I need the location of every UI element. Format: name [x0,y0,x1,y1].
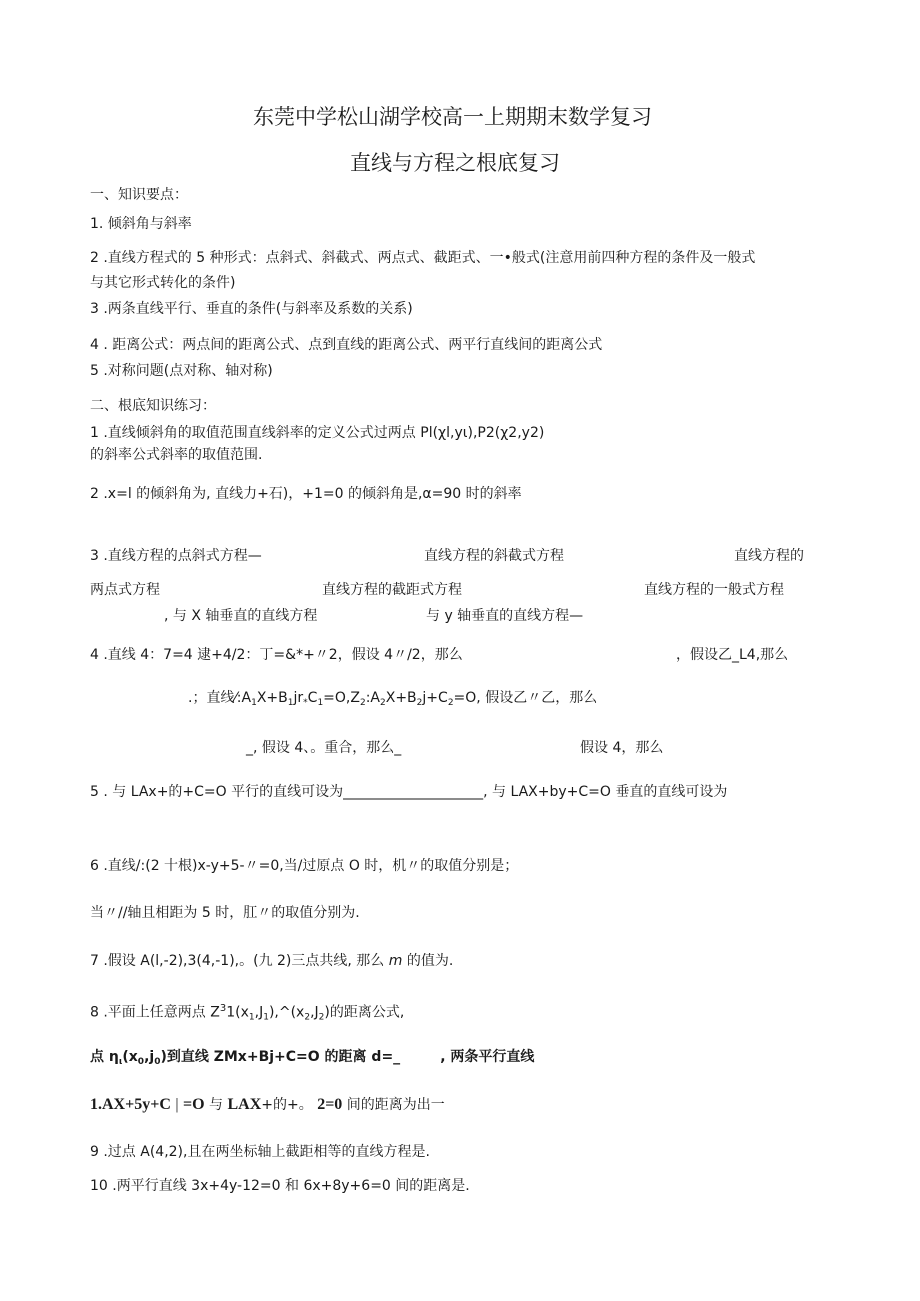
question-3-part-b: 直线方程的斜截式方程 [424,548,564,564]
question-3-part-d: 两点式方程 [90,582,160,598]
question-3-part-h: 与 y 轴垂直的直线方程— [426,608,584,624]
question-4-perpendicular: ，假设乙_L4,那么 [676,647,789,663]
question-8: 8 .平面上任意两点 $Z^31(x_1,J_1),\^{}(x_2,J_2)$的距离公式, [90,1003,405,1023]
section-heading-practice: 二、根底知识练习： [90,398,216,414]
question-5: 5 . 与 LAx+的+C=O 平行的直线可设为____________________, 与 LAX+by+C=O 垂直的直线可设为 [90,784,728,800]
page-subtitle: 直线与方程之根底复习 [350,151,560,175]
knowledge-item-4: 4 . 距离公式：两点间的距离公式、点到直线的距离公式、两平行直线间的距离公式 [90,337,603,353]
question-3-part-c: 直线方程的 [734,548,804,564]
section-heading-knowledge: 一、知识要点： [90,187,188,203]
question-8-point-line-distance: 点 $\eta_\iota(x_0,j_0)$到直线 ZMx+Bj+C=O 的距离 d=_ , 两条平行直线 [90,1049,535,1067]
knowledge-item-3: 3 .两条直线平行、垂直的条件(与斜率及系数的关系) [90,301,413,317]
knowledge-item-1: 1. 倾斜角与斜率 [90,216,192,232]
question-4-general-form: .；直线$⁄:A_1X+B_1jr_*C_1=O,Z_2:A_2X+B_2j+C_2=O$, 假设乙〃乙，那么 [188,690,598,708]
question-6-cont: 当〃//轴且相距为 5 时，肛〃的取值分别为. [90,905,360,921]
question-9: 9 .过点 A(4,2),且在两坐标轴上截距相等的直线方程是. [90,1144,430,1160]
question-10: 10 .两平行直线 3x+4y-12=0 和 6x+8y+6=0 间的距离是. [90,1178,470,1194]
question-4-coincide: _, 假设 4、。重合，那么_ [246,740,402,756]
question-3-part-e: 直线方程的截距式方程 [322,582,462,598]
question-7: 7 .假设 A(l,-2),3(4,-1),。(九 2)三点共线, 那么 m 的值为. [90,953,454,969]
question-4: 4 .直线 4：7=4 逮+4/2：丁=&*+〃2，假设 4〃/2，那么 [90,647,463,663]
question-2: 2 .x=l 的倾斜角为, 直线力+石)，+1=0 的倾斜角是,α=90 时的斜率 [90,486,522,502]
question-1: 1 .直线倾斜角的取值范围直线斜率的定义公式过两点 Pl(χl,yι),P2(χ2,y2) [90,425,545,441]
page-title: 东莞中学松山湖学校高一上期期末数学复习 [253,105,652,129]
knowledge-item-2: 2 .直线方程式的 5 种形式：点斜式、斜截式、两点式、截距式、一•般式(注意用前四种方程的条件及一般式 [90,250,756,266]
question-4-last: 假设 4，那么 [580,740,664,756]
question-3-part-a: 3 .直线方程的点斜式方程— [90,548,262,564]
question-8-parallel-lines: 1.AX+5y+C | =O 与 LAX+的+。 2=0 间的距离为出一 [90,1096,445,1113]
question-6: 6 .直线/:(2 十根)x-y+5-〃=0,当/过原点 O 时，机〃的取值分别是； [90,858,519,874]
question-3-part-f: 直线方程的一般式方程 [644,582,784,598]
question-1-cont: 的斜率公式斜率的取值范围. [90,447,263,463]
question-3-part-g: , 与 X 轴垂直的直线方程 [164,608,318,624]
knowledge-item-5: 5 .对称问题(点对称、轴对称) [90,363,273,379]
knowledge-item-2-cont: 与其它形式转化的条件) [90,275,236,291]
